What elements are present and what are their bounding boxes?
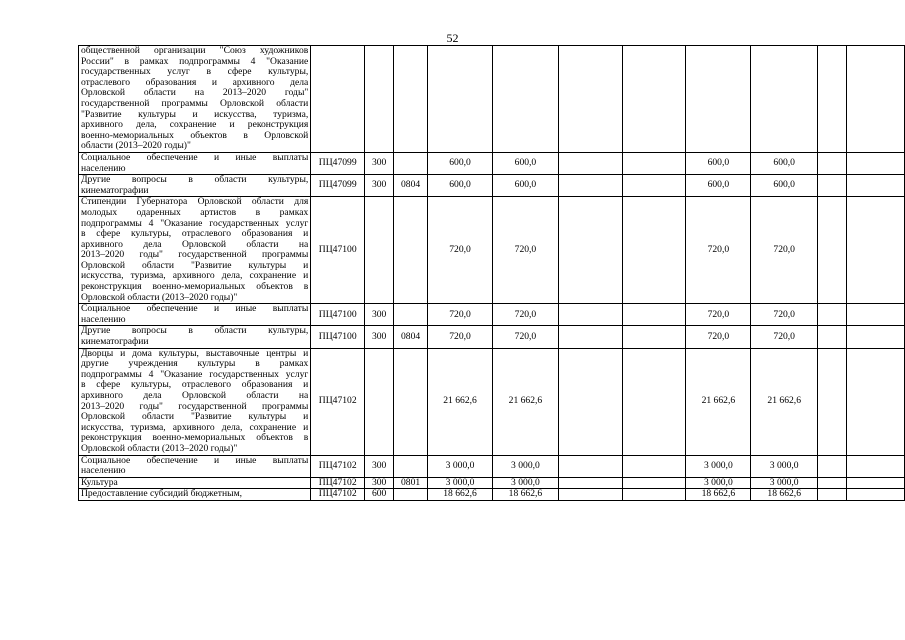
description-line: военно-мемориальных объектов в Орловской xyxy=(81,129,309,141)
amount-7-cell xyxy=(818,326,847,348)
amount-6-cell: 18 662,6 xyxy=(751,489,818,501)
description-line: кинематографии xyxy=(81,184,149,196)
description-line: области (2013–2020 годы)" xyxy=(81,140,191,152)
amount-8-cell xyxy=(847,348,905,455)
amount-7-cell xyxy=(818,175,847,197)
section-code-cell xyxy=(394,197,428,304)
amount-2-cell: 720,0 xyxy=(493,197,559,304)
table-row xyxy=(79,489,905,501)
target-code-cell: ПЦ47100 xyxy=(311,304,365,326)
description-line: реконструкция военно-мемориальных объектов в xyxy=(81,281,309,293)
section-code-cell xyxy=(394,152,428,174)
amount-5-cell: 720,0 xyxy=(686,304,751,326)
section-code-cell: 0804 xyxy=(394,326,428,348)
description-line: Культура xyxy=(81,476,118,488)
amount-4-cell xyxy=(622,326,686,348)
description-line: архивного дела Орловской области на xyxy=(81,390,309,401)
amount-8-cell xyxy=(847,175,905,197)
description-line: другие учреждения культуры в рамках xyxy=(81,358,309,370)
amount-1-cell: 3 000,0 xyxy=(428,455,493,477)
amount-8-cell xyxy=(847,152,905,174)
expense-type-cell xyxy=(365,348,394,455)
amount-4-cell xyxy=(622,152,686,174)
description-line: населению xyxy=(81,162,126,174)
amount-5-cell: 3 000,0 xyxy=(686,455,751,477)
section-code-cell xyxy=(394,489,428,501)
amount-3-cell xyxy=(558,46,622,153)
description-line: Социальное обеспечение и иные выплаты xyxy=(81,303,309,315)
description-line: населению xyxy=(81,313,126,325)
description-line: Другие вопросы в области культуры, xyxy=(81,174,309,186)
description-line: архивного дела, сохранение и реконструкция xyxy=(81,119,309,131)
description-line: подпрограммы 4 "Оказание государственных услуг xyxy=(81,368,309,380)
amount-7-cell xyxy=(818,455,847,477)
description-line: в сфере культуры, отраслевого образования и xyxy=(81,379,309,391)
description-line: общественной организации "Союз художников xyxy=(81,45,309,56)
description-line: Орловской области "Развитие культуры и xyxy=(81,411,309,423)
table-row xyxy=(79,348,905,455)
amount-2-cell: 3 000,0 xyxy=(493,477,559,489)
expense-type-cell: 300 xyxy=(365,455,394,477)
expense-type-cell: 600 xyxy=(365,489,394,501)
amount-1-cell: 600,0 xyxy=(428,152,493,174)
description-line: реконструкция военно-мемориальных объектов в xyxy=(81,432,309,444)
amount-6-cell: 600,0 xyxy=(751,175,818,197)
target-code-cell: ПЦ47100 xyxy=(311,326,365,348)
target-code-cell: ПЦ47102 xyxy=(311,477,365,489)
amount-2-cell: 600,0 xyxy=(493,175,559,197)
description-line: архивного дела Орловской области на xyxy=(81,238,309,250)
budget-table-body xyxy=(79,46,905,501)
table-row xyxy=(79,477,905,489)
amount-6-cell: 720,0 xyxy=(751,197,818,304)
target-code-cell: ПЦ47099 xyxy=(311,152,365,174)
amount-3-cell xyxy=(558,326,622,348)
amount-1-cell: 18 662,6 xyxy=(428,489,493,501)
amount-5-cell: 18 662,6 xyxy=(686,489,751,501)
row-description-cell xyxy=(79,175,311,197)
description-line: Орловской области "Развитие культуры и xyxy=(81,259,309,271)
row-description-cell xyxy=(79,46,311,153)
description-line: Орловской области на 2013–2020 годы" xyxy=(81,87,309,99)
amount-6-cell: 720,0 xyxy=(751,304,818,326)
table-row xyxy=(79,197,905,304)
amount-5-cell: 600,0 xyxy=(686,175,751,197)
description-line: в сфере культуры, отраслевого образования и xyxy=(81,228,309,240)
amount-3-cell xyxy=(558,197,622,304)
target-code-cell: ПЦ47099 xyxy=(311,175,365,197)
amount-1-cell: 720,0 xyxy=(428,197,493,304)
amount-1-cell xyxy=(428,46,493,153)
amount-7-cell xyxy=(818,304,847,326)
amount-5-cell: 3 000,0 xyxy=(686,477,751,489)
table-row xyxy=(79,152,905,174)
amount-8-cell xyxy=(847,304,905,326)
amount-3-cell xyxy=(558,304,622,326)
amount-4-cell xyxy=(622,304,686,326)
amount-3-cell xyxy=(558,152,622,174)
description-line: 2013–2020 годы" государственной программы xyxy=(81,249,309,261)
amount-1-cell: 600,0 xyxy=(428,175,493,197)
amount-3-cell xyxy=(558,489,622,501)
description-line: кинематографии xyxy=(81,336,149,348)
budget-table xyxy=(78,45,905,501)
amount-7-cell xyxy=(818,477,847,489)
row-description-cell xyxy=(79,477,311,489)
amount-4-cell xyxy=(622,489,686,501)
description-line: Предоставление субсидий бюджетным, xyxy=(81,488,243,500)
amount-5-cell: 21 662,6 xyxy=(686,348,751,455)
amount-3-cell xyxy=(558,477,622,489)
table-row xyxy=(79,175,905,197)
amount-1-cell: 720,0 xyxy=(428,326,493,348)
amount-4-cell xyxy=(622,455,686,477)
table-row xyxy=(79,326,905,348)
amount-3-cell xyxy=(558,348,622,455)
description-line: государственных услуг в сфере культуры, xyxy=(81,66,309,78)
table-row xyxy=(79,455,905,477)
description-line: Другие вопросы в области культуры, xyxy=(81,325,309,337)
amount-7-cell xyxy=(818,348,847,455)
expense-type-cell xyxy=(365,46,394,153)
amount-4-cell xyxy=(622,46,686,153)
expense-type-cell: 300 xyxy=(365,152,394,174)
expense-type-cell xyxy=(365,197,394,304)
row-description-cell xyxy=(79,197,311,304)
row-description-cell xyxy=(79,348,311,455)
description-line: "Развитие культуры и искусства, туризма, xyxy=(81,108,309,120)
expense-type-cell: 300 xyxy=(365,175,394,197)
description-line: Орловской области (2013–2020 годы)" xyxy=(81,442,238,454)
amount-2-cell: 21 662,6 xyxy=(493,348,559,455)
section-code-cell xyxy=(394,455,428,477)
expense-type-cell: 300 xyxy=(365,477,394,489)
amount-6-cell: 3 000,0 xyxy=(751,455,818,477)
amount-8-cell xyxy=(847,477,905,489)
row-description-cell xyxy=(79,326,311,348)
target-code-cell: ПЦ47102 xyxy=(311,489,365,501)
description-line: Орловской области (2013–2020 годы)" xyxy=(81,291,238,303)
target-code-cell: ПЦ47102 xyxy=(311,348,365,455)
section-code-cell xyxy=(394,348,428,455)
description-line: отраслевого образования и архивного дела xyxy=(81,76,309,88)
row-description-cell xyxy=(79,455,311,477)
target-code-cell: ПЦ47102 xyxy=(311,455,365,477)
amount-8-cell xyxy=(847,46,905,153)
amount-6-cell: 3 000,0 xyxy=(751,477,818,489)
amount-2-cell: 3 000,0 xyxy=(493,455,559,477)
amount-4-cell xyxy=(622,348,686,455)
amount-3-cell xyxy=(558,175,622,197)
amount-1-cell: 21 662,6 xyxy=(428,348,493,455)
amount-6-cell: 720,0 xyxy=(751,326,818,348)
amount-2-cell: 720,0 xyxy=(493,304,559,326)
amount-3-cell xyxy=(558,455,622,477)
description-line: искусства, туризма, архивного дела, сохранение и xyxy=(81,270,309,282)
section-code-cell xyxy=(394,304,428,326)
description-line: России" в рамках подпрограммы 4 "Оказание xyxy=(81,55,309,67)
amount-4-cell xyxy=(622,477,686,489)
amount-8-cell xyxy=(847,489,905,501)
amount-7-cell xyxy=(818,489,847,501)
amount-1-cell: 3 000,0 xyxy=(428,477,493,489)
amount-1-cell: 720,0 xyxy=(428,304,493,326)
row-description-cell xyxy=(79,152,311,174)
amount-4-cell xyxy=(622,197,686,304)
amount-6-cell: 600,0 xyxy=(751,152,818,174)
description-line: Социальное обеспечение и иные выплаты xyxy=(81,151,309,163)
amount-8-cell xyxy=(847,326,905,348)
amount-5-cell: 600,0 xyxy=(686,152,751,174)
amount-8-cell xyxy=(847,197,905,304)
description-line: Социальное обеспечение и иные выплаты xyxy=(81,454,309,466)
description-line: 2013–2020 годы" государственной программы xyxy=(81,400,309,412)
description-line: молодых одаренных артистов в рамках xyxy=(81,206,309,218)
section-code-cell: 0804 xyxy=(394,175,428,197)
description-line: Дворцы и дома культуры, выставочные центры и xyxy=(81,347,309,359)
amount-2-cell: 720,0 xyxy=(493,326,559,348)
expense-type-cell: 300 xyxy=(365,304,394,326)
target-code-cell xyxy=(311,46,365,153)
amount-4-cell xyxy=(622,175,686,197)
amount-7-cell xyxy=(818,152,847,174)
target-code-cell: ПЦ47100 xyxy=(311,197,365,304)
row-description-cell xyxy=(79,304,311,326)
table-row xyxy=(79,304,905,326)
amount-7-cell xyxy=(818,197,847,304)
section-code-cell xyxy=(394,46,428,153)
description-line: искусства, туризма, архивного дела, сохранение и xyxy=(81,421,309,433)
description-line: населению xyxy=(81,465,126,477)
amount-5-cell: 720,0 xyxy=(686,326,751,348)
table-row xyxy=(79,46,905,153)
expense-type-cell: 300 xyxy=(365,326,394,348)
description-line: подпрограммы 4 "Оказание государственных услуг xyxy=(81,217,309,229)
amount-2-cell xyxy=(493,46,559,153)
amount-6-cell: 21 662,6 xyxy=(751,348,818,455)
amount-6-cell xyxy=(751,46,818,153)
amount-7-cell xyxy=(818,46,847,153)
section-code-cell: 0801 xyxy=(394,477,428,489)
description-line: Стипендии Губернатора Орловской области для xyxy=(81,196,309,208)
amount-5-cell xyxy=(686,46,751,153)
description-line: государственной программы Орловской области xyxy=(81,97,309,109)
row-description-cell xyxy=(79,489,311,501)
amount-8-cell xyxy=(847,455,905,477)
amount-2-cell: 18 662,6 xyxy=(493,489,559,501)
amount-5-cell: 720,0 xyxy=(686,197,751,304)
page-number: 52 xyxy=(446,31,459,45)
amount-2-cell: 600,0 xyxy=(493,152,559,174)
